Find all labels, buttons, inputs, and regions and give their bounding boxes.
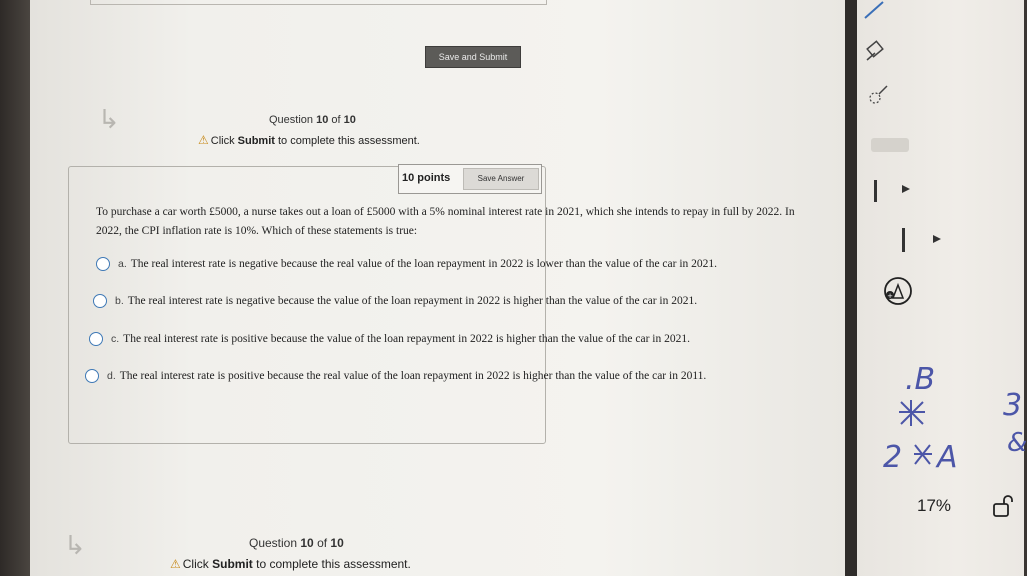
option-a[interactable]: a. The real interest rate is negative because the real value of the loan repayment in 2022 is lower than the value of the car in 2021.: [96, 254, 717, 274]
handwriting: 3: [1003, 388, 1023, 423]
assessment-page: [30, 0, 845, 576]
warning-icon: ⚠: [170, 557, 181, 571]
question-text: To purchase a car worth £5000, a nurse takes out a loan of £5000 with a 5% nominal interest rate in 2021, which she intends to repay in full by 2022. In 2022, the CPI inflation rate is 10%. Which of these statements is true:: [96, 206, 795, 237]
device-divider: [845, 0, 857, 576]
zoom-level[interactable]: 17%: [916, 496, 952, 515]
handwriting: .B: [905, 362, 936, 397]
top-frame: [90, 0, 547, 5]
submit-warning: ⚠ Click Submit to complete this assessment.: [198, 133, 420, 147]
return-arrow-icon: ↳: [64, 530, 86, 560]
warning-icon: ⚠: [198, 133, 209, 147]
radio-button[interactable]: [96, 257, 110, 271]
handwriting: A: [937, 440, 958, 475]
notes-panel: [857, 0, 1027, 576]
pen-marker-icon[interactable]: [874, 180, 877, 202]
option-d[interactable]: d. The real interest rate is positive because the real value of the loan repayment in 2022 is higher than the value of the car in 2011.: [85, 366, 706, 386]
points-bar: [398, 164, 542, 194]
scribble: [895, 396, 929, 430]
pencil-icon[interactable]: [861, 0, 891, 22]
chevron-right-icon: [932, 234, 942, 244]
option-b[interactable]: b. The real interest rate is negative because the value of the loan repayment in 2022 is higher than the value of the car in 2021.: [93, 291, 697, 311]
save-and-submit-button[interactable]: Save and Submit: [425, 46, 521, 68]
radio-button[interactable]: [93, 294, 107, 308]
eraser-icon[interactable]: [863, 38, 889, 64]
return-arrow-icon: ↳: [98, 104, 120, 134]
radio-button[interactable]: [89, 332, 103, 346]
scribble: [912, 442, 934, 468]
footer-submit-warning: ⚠ Click Submit to complete this assessment.: [170, 557, 411, 571]
svg-text:+: +: [887, 292, 893, 300]
handwriting: &: [1007, 428, 1027, 458]
points-label: 10 points: [402, 172, 451, 184]
highlighter-icon[interactable]: [902, 228, 905, 252]
screen-bezel-left: [0, 0, 30, 576]
question-counter: Question 10 of 10: [269, 114, 356, 126]
footer-question-counter: Question 10 of 10: [249, 536, 344, 550]
lock-icon[interactable]: [992, 494, 1014, 518]
lasso-icon[interactable]: [865, 84, 891, 110]
add-shape-icon[interactable]: [881, 276, 915, 306]
tool-shadow: [871, 138, 909, 152]
radio-button[interactable]: [85, 369, 99, 383]
save-answer-button[interactable]: Save Answer: [463, 168, 539, 190]
option-c[interactable]: c. The real interest rate is positive because the value of the loan repayment in 2022 is higher than the value of the car in 2021.: [89, 329, 690, 349]
chevron-right-icon: [901, 184, 911, 194]
handwriting: 2: [883, 440, 903, 475]
